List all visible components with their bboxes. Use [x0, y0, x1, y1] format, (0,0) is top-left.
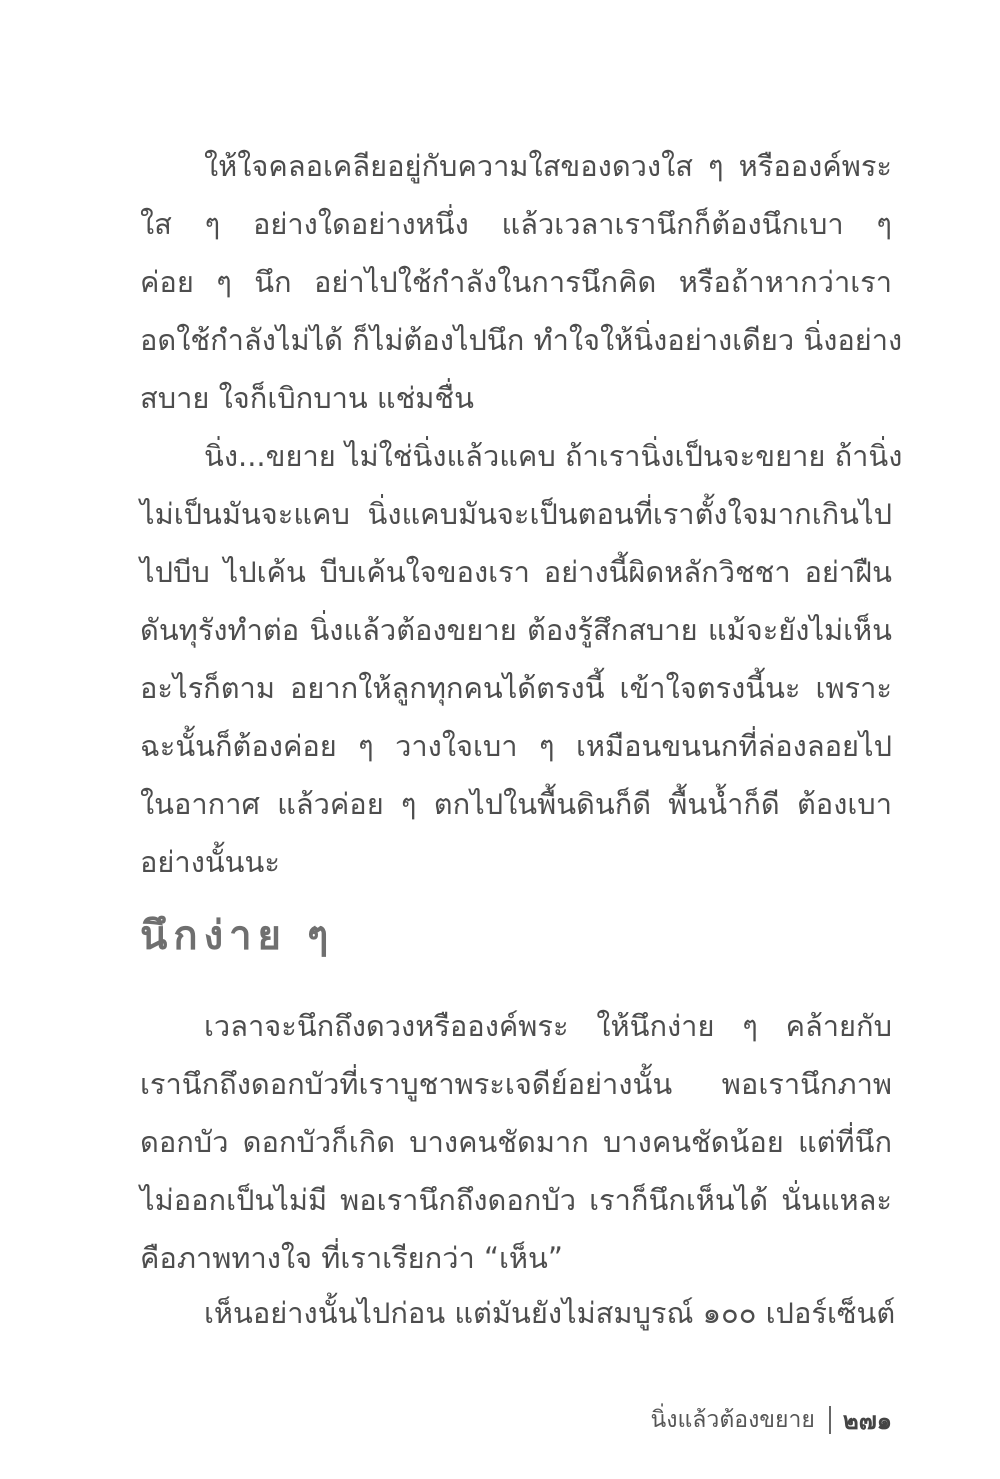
paragraph-3: [140, 997, 892, 1287]
text-line: เห็นอย่างนั้นไปก่อน แต่มันยังไม่สมบูรณ์ ๑๐๐ เปอร์เซ็นต์: [204, 1296, 896, 1330]
text-line: ไม่เป็นมันจะแคบ นิ่งแคบมันจะเป็นตอนที่เราตั้งใจมากเกินไป: [140, 497, 892, 531]
text-line: ในอากาศ แล้วค่อย ๆ ตกไปในพื้นดินก็ดี พื้นน้ำก็ดี ต้องเบา: [140, 787, 892, 821]
text-line: เรานึกถึงดอกบัวที่เราบูชาพระเจดีย์อย่างนั้น พอเรานึกภาพ: [140, 1067, 892, 1101]
section-heading: นึกง่าย ๆ: [140, 913, 335, 959]
page-footer: [651, 1400, 892, 1440]
text-line: อดใช้กำลังไม่ได้ ก็ไม่ต้องไปนึก ทำใจให้นิ่งอย่างเดียว นิ่งอย่าง: [140, 323, 903, 357]
text-line: อย่างนั้นนะ: [140, 845, 280, 879]
text-line: ไม่ออกเป็นไม่มี พอเรานึกถึงดอกบัว เราก็นึกเห็นได้ นั่นแหละ: [140, 1183, 892, 1217]
text-line: ค่อย ๆ นึก อย่าไปใช้กำลังในการนึกคิด หรือถ้าหากว่าเรา: [140, 265, 892, 299]
text-line: สบาย ใจก็เบิกบาน แช่มชื่น: [140, 381, 474, 415]
paragraph-4: [140, 1284, 896, 1342]
text-line: คือภาพทางใจ ที่เราเรียกว่า “เห็น”: [140, 1241, 563, 1275]
paragraph-2: [140, 427, 903, 891]
text-line: เวลาจะนึกถึงดวงหรือองค์พระ ให้นึกง่าย ๆ คล้ายกับ: [204, 1009, 892, 1043]
paragraph-1: [140, 137, 903, 427]
footer-divider: [829, 1406, 831, 1434]
text-line: ให้ใจคลอเคลียอยู่กับความใสของดวงใส ๆ หรือองค์พระ: [204, 149, 892, 183]
text-line: ดอกบัว ดอกบัวก็เกิด บางคนชัดมาก บางคนชัดน้อย แต่ที่นึก: [140, 1125, 892, 1159]
text-line: อะไรก็ตาม อยากให้ลูกทุกคนได้ตรงนี้ เข้าใจตรงนี้นะ เพราะ: [140, 671, 892, 705]
text-line: นิ่ง...ขยาย ไม่ใช่นิ่งแล้วแคบ ถ้าเรานิ่งเป็นจะขยาย ถ้านิ่ง: [204, 439, 903, 473]
text-line: ดันทุรังทำต่อ นิ่งแล้วต้องขยาย ต้องรู้สึกสบาย แม้จะยังไม่เห็น: [140, 613, 892, 647]
page-number: ๒๗๑: [842, 1406, 892, 1435]
running-title: นิ่งแล้วต้องขยาย: [650, 1407, 815, 1433]
text-line: ไปบีบ ไปเค้น บีบเค้นใจของเรา อย่างนี้ผิดหลักวิชชา อย่าฝืน: [140, 555, 892, 589]
text-line: ฉะนั้นก็ต้องค่อย ๆ วางใจเบา ๆ เหมือนขนนกที่ล่องลอยไป: [140, 729, 892, 763]
text-line: ใส ๆ อย่างใดอย่างหนึ่ง แล้วเวลาเรานึกก็ต้องนึกเบา ๆ: [140, 207, 892, 241]
